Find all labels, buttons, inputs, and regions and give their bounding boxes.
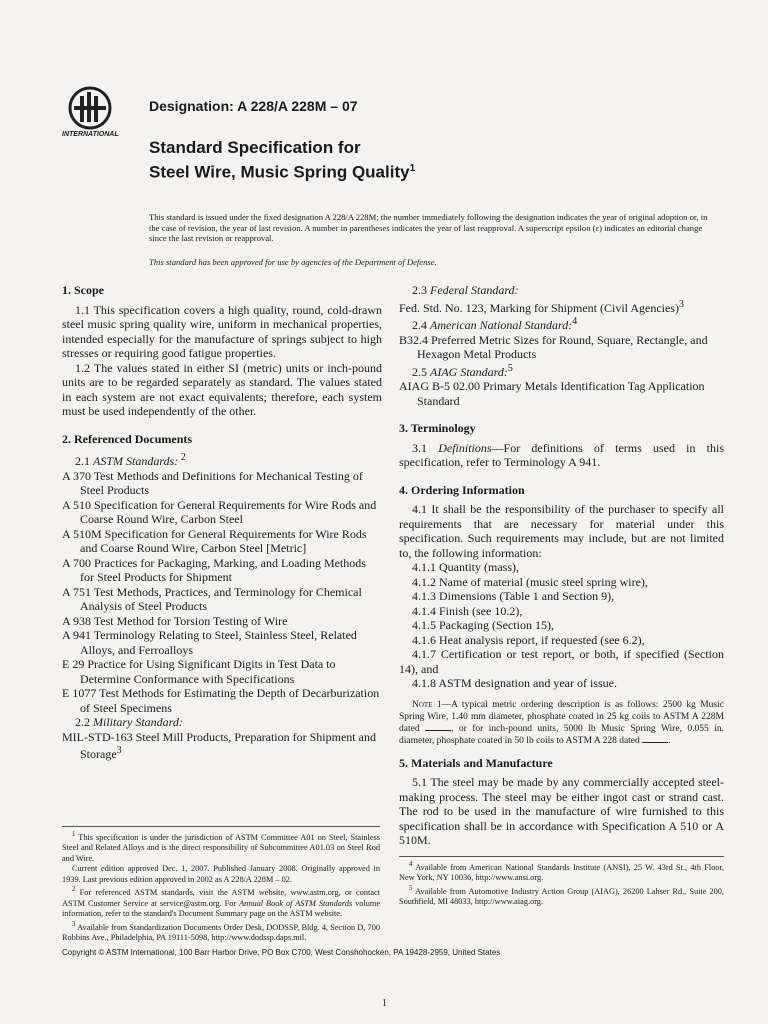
section-referenced-heading: 2. Referenced Documents (62, 431, 193, 446)
footnote-4: $^4$ Available from American National Standards Institute (ANSI), 25 W. 43rd St., 4th Floor, New York, NY 10036, http://www.ansi.org. (399, 861, 724, 883)
document-title (149, 138, 415, 184)
military-item: MIL-STD-163 Steel Mill Products, Preparation for Shipment and Storage$^3$ (62, 729, 376, 761)
ref-item: A 510 Specification for General Requirements for Wire Rods and Coarse Round Wire, Carbon Steel (62, 497, 377, 526)
ordering-p1: 4.1 It shall be the responsibility of the purchaser to specify all requirements that are necessary for material under this specification. Such requirements may include, but are not limited to, the following information: (399, 502, 724, 560)
section-ordering-heading: 4. Ordering Information (399, 482, 525, 497)
ordering-note: Note 1—A typical metric ordering description is as follows: 2500 kg Music Spring Wire, 1.40 mm diameter, phosphate coated in 25 kg coils to ASTM A 228M dated , or for inch-pound units, 5000 lb Music Spring Wire, 0.055 in. diameter, phosphate coated in 50 lb coils to ASTM A 228 dated . (399, 699, 724, 746)
right-column (399, 283, 724, 848)
ordering-item: 4.1.5 Packaging (Section 15), (412, 618, 554, 632)
logo-text: INTERNATIONAL (62, 131, 119, 138)
copyright: Copyright © ASTM International, 100 Barr Harbor Drive, PO Box C700, West Conshohocken, PA 19428-2959, United States (62, 948, 501, 957)
ordering-item: 4.1.2 Name of material (music steel spring wire), (412, 574, 648, 589)
ordering-item: 4.1.7 Certification or test report, or both, if specified (Section 14), and (399, 647, 724, 676)
dod-approval: This standard has been approved for use by agencies of the Department of Defense. (149, 257, 437, 267)
issuance-note (149, 212, 709, 244)
ordering-item: 4.1.3 Dimensions (Table 1 and Section 9), (412, 589, 615, 603)
referenced-list (62, 469, 382, 716)
footnotes-left (62, 826, 380, 943)
federal-item: Fed. Std. No. 123, Marking for Shipment (Civil Agencies)$^3$ (399, 298, 684, 315)
footnote-2: $^2$ For referenced ASTM standards, visit the ASTM website, www.astm.org, or contact ASTM Customer Service at service@astm.org. For Annual Book of ASTM Standards volume information, refer to the standard's Document Summary page on the ASTM website. (62, 886, 381, 919)
ref-item: A 938 Test Method for Torsion Testing of Wire (62, 613, 288, 628)
footnote-1-edition: Current edition approved Dec. 1, 2007. Published January 2008. Originally approved in 1939. Last previous edition approved in 2002 as A 228/A 228M – 02. (62, 864, 380, 884)
scope-p1: 1.1 This specification covers a high quality, round, cold-drawn steel music spring quality wire, uniform in mechanical properties, intended especially for the manufacture of springs subject to high stresses or requiring good fatigue properties. (62, 302, 382, 360)
ref-item: E 29 Practice for Using Significant Digits in Test Data to Determine Conformance with Specifications (62, 657, 336, 686)
issuance-text: This standard is issued under the fixed designation A 228/A 228M; the number immediately following the designation indicates the year of original adoption or, in the case of revision, the year of last revision. A number in parentheses indicates the year of last reapproval. A superscript epsilon (ε) indicates an editorial change since the last revision or reapproval. (149, 212, 708, 243)
materials-p1: 5.1 The steel may be made by any commercially accepted steel-making process. The steel may be either ingot cast or strand cast. The rod to be used in the manufacture of wire furnished to this specification shall be in accordance with Specification A 510 or A 510M. (399, 775, 724, 847)
title-line-1: Standard Specification for (149, 138, 361, 157)
astm-standards-label: 2.1 ASTM Standards: $^2$ (75, 452, 186, 468)
footnote-5: $^5$ Available from Automotive Industry Action Group (AIAG), 26200 Lahser Rd., Suite 200, Southfield, MI 48033, http://www.aiag.org. (399, 884, 724, 907)
aiag-standard-label: 2.5 AIAG Standard:$^5$ (412, 362, 513, 379)
ref-item: A 751 Test Methods, Practices, and Terminology for Chemical Analysis of Steel Products (62, 584, 362, 613)
ansi-standard-label: 2.4 American National Standard:$^4$ (412, 316, 578, 332)
ordering-item: 4.1.8 ASTM designation and year of issue. (412, 676, 617, 690)
footnote-1: $^1$ This specification is under the jurisdiction of ASTM Committee A01 on Steel, Stainless Steel and Related Alloys and is the direct responsibility of Subcommittee A01.03 on Steel Rod and Wire. (62, 831, 380, 863)
astm-logo (60, 84, 140, 144)
section-scope-heading: 1. Scope (62, 283, 104, 297)
section-materials-heading: 5. Materials and Manufacture (399, 755, 553, 770)
ansi-item: B32.4 Preferred Metric Sizes for Round, Square, Rectangle, and Hexagon Metal Products (399, 332, 708, 361)
ref-item: A 941 Terminology Relating to Steel, Stainless Steel, Related Alloys, and Ferroalloys (62, 628, 357, 657)
military-standard-label: 2.2 Military Standard: (75, 715, 183, 729)
footnote-3: $^3$ Available from Standardization Documents Order Desk, DODSSP, Bldg. 4, Section D, 700 Robbins Ave., Philadelphia, PA 19111-5098, http://www.dodssp.daps.mil. (62, 920, 380, 942)
ref-item: E 1077 Test Methods for Estimating the Depth of Decarburization of Steel Specimens (62, 686, 380, 715)
ordering-item: 4.1.4 Finish (see 10.2), (412, 603, 523, 618)
left-column (62, 283, 382, 762)
scope-p2: 1.2 The values stated in either SI (metric) units or inch-pound units are to be regarded separately as standard. The values stated in each system are not exact equivalents; therefore, each system must be used independently of the other. (62, 360, 382, 418)
title-footnote-mark: 1 (409, 163, 416, 174)
title-text: Steel Wire, Music Spring Quality (149, 162, 410, 182)
ref-item: A 370 Test Methods and Definitions for Mechanical Testing of Steel Products (62, 468, 363, 497)
ordering-item: 4.1.6 Heat analysis report, if requested (see 6.2), (412, 632, 645, 647)
title-line-2 (149, 158, 415, 184)
footnotes-right (399, 856, 724, 908)
terminology-p1: 3.1 Definitions—For definitions of terms used in this specification, refer to Terminology A 941. (399, 440, 725, 469)
section-terminology-heading: 3. Terminology (399, 421, 476, 435)
ref-item: A 700 Practices for Packaging, Marking, and Loading Methods for Steel Products for Shipment (62, 555, 366, 584)
designation: Designation: A 228/A 228M – 07 (149, 98, 358, 114)
ordering-item: 4.1.1 Quantity (mass), (412, 560, 519, 574)
federal-standard-label: 2.3 Federal Standard: (412, 283, 519, 297)
ref-item: A 510M Specification for General Requirements for Wire Rods and Coarse Round Wire, Carbon Steel [Metric] (62, 526, 367, 555)
aiag-item: AIAG B-5 02.00 Primary Metals Identification Tag Application Standard (399, 379, 705, 408)
page-number: 1 (382, 998, 387, 1009)
